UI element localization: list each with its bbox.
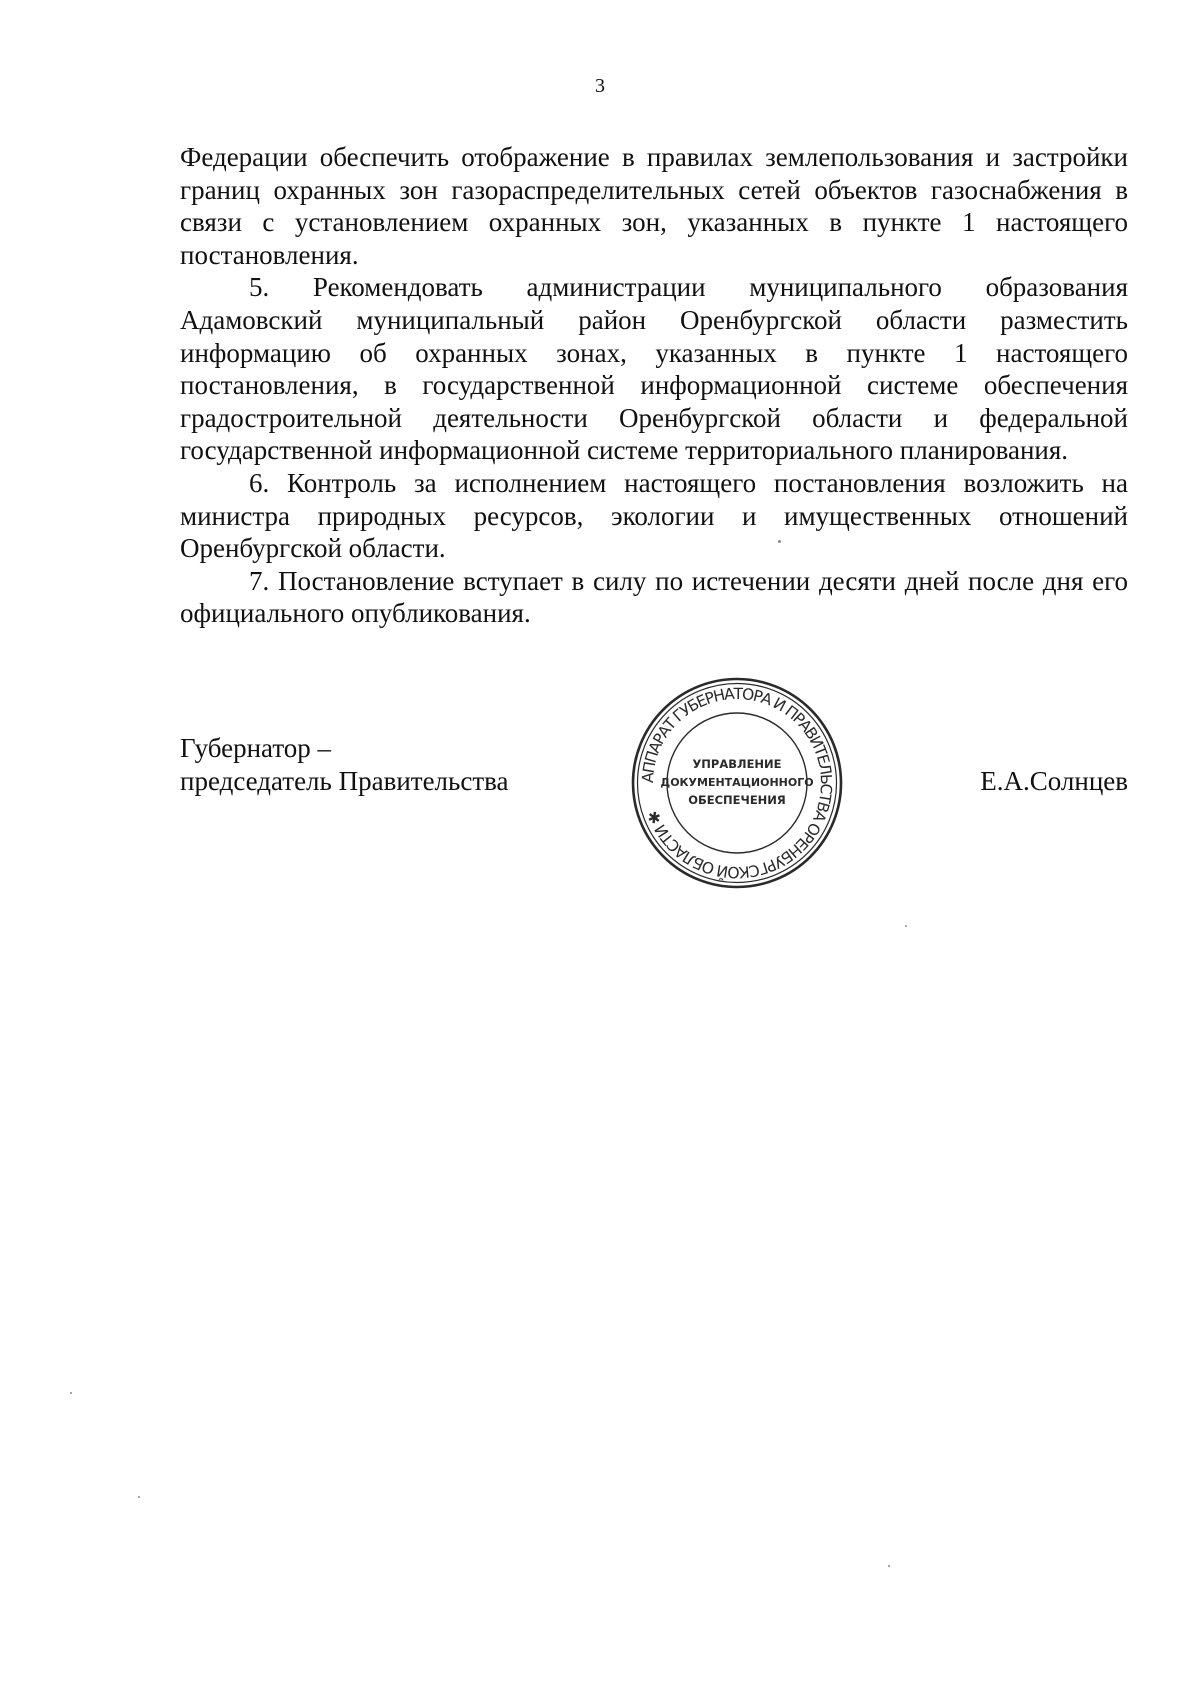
signatory-position-line-2: председатель Правительства bbox=[180, 766, 509, 796]
paragraph-item-7: 7. Постановление вступает в силу по истечении десяти дней после дня его официального опубликования. bbox=[180, 565, 1128, 629]
document-body bbox=[180, 141, 1128, 630]
scan-speck bbox=[70, 1392, 72, 1394]
scan-speck bbox=[905, 925, 907, 927]
scan-speck bbox=[778, 540, 781, 543]
official-seal-stamp bbox=[626, 672, 848, 894]
seal-center-line-1: УПРАВЛЕНИЕ bbox=[692, 757, 782, 771]
seal-outer-text: АППАРАТ ГУБЕРНАТОРА И ПРАВИТЕЛЬСТВА ОРЕНБУРГСКОЙ ОБЛАСТИ ✱ bbox=[638, 684, 836, 882]
signatory-position-line-1: Губернатор – bbox=[180, 733, 332, 763]
paragraph-continuation: Федерации обеспечить отображение в правилах землепользования и застройки границ охранных зон газораспределительных сетей объектов газоснабжения в связи с установлением охранных зон, указанных в пункте 1 настоящего постановления. bbox=[180, 142, 1128, 270]
signatory-position bbox=[180, 732, 509, 798]
paragraph-item-6: 6. Контроль за исполнением настоящего постановления возложить на министра природных ресурсов, экологии и имущественных отношений Оренбургской области. bbox=[180, 467, 1128, 564]
scan-speck bbox=[138, 1496, 140, 1498]
seal-center-line-3: ОБЕСПЕЧЕНИЯ bbox=[688, 793, 786, 807]
scan-speck bbox=[888, 1565, 890, 1567]
paragraph-item-5: 5. Рекомендовать администрации муниципального образования Адамовский муниципальный район Оренбургской области разместить информацию об охранных зонах, указанных в пункте 1 настоящего постановления, в государственной информационной системе обеспечения градостроительной деятельности Оренбургской области и федеральной государственной информационной системе территориального планирования. bbox=[180, 272, 1128, 466]
seal-center-line-2: ДОКУМЕНТАЦИОННОГО bbox=[660, 776, 814, 789]
signatory-name: Е.А.Солнцев bbox=[980, 766, 1128, 796]
page-number: 3 bbox=[595, 75, 605, 97]
seal-graphic bbox=[626, 672, 848, 894]
